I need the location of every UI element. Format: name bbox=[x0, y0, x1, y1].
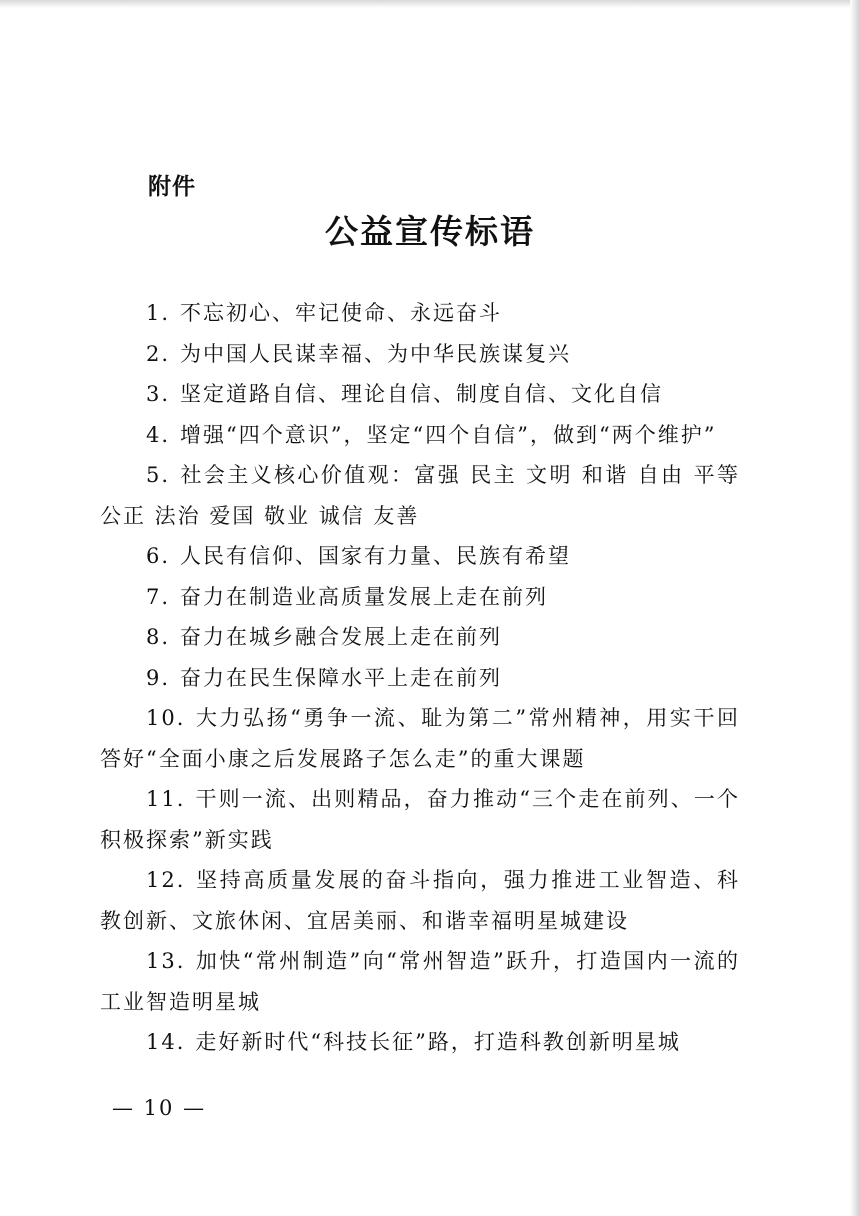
slogan-item bbox=[100, 941, 740, 1022]
slogan-item bbox=[100, 577, 740, 618]
slogan-text: 坚定道路自信、理论自信、制度自信、文化自信 bbox=[180, 382, 664, 406]
slogan-text: 奋力在制造业高质量发展上走在前列 bbox=[180, 584, 549, 609]
slogan-text: 社会主义核心价值观：富强 民主 文明 和谐 自由 平等 公正 法治 爱国 敬业 诚信 友善 bbox=[100, 463, 740, 528]
slogan-number: 12. bbox=[146, 868, 186, 892]
document-title: 公益宣传标语 bbox=[325, 212, 535, 251]
slogan-text: 走好新时代“科技长征”路，打造科教创新明星城 bbox=[195, 1030, 681, 1054]
slogan-text: 人民有信仰、国家有力量、民族有希望 bbox=[180, 544, 572, 568]
slogan-item bbox=[100, 1022, 740, 1063]
slogan-number: 6. bbox=[146, 544, 171, 568]
slogan-number: 14. bbox=[146, 1030, 186, 1054]
slogan-item bbox=[100, 334, 740, 375]
slogan-number: 5. bbox=[146, 463, 171, 487]
slogan-item bbox=[100, 374, 740, 415]
slogan-item bbox=[100, 779, 740, 860]
slogan-list bbox=[100, 293, 740, 1063]
slogan-number: 1. bbox=[146, 301, 171, 325]
slogan-number: 11. bbox=[146, 787, 186, 811]
slogan-number: 7. bbox=[146, 584, 171, 609]
slogan-number: 13. bbox=[146, 949, 186, 973]
slogan-text: 为中国人民谋幸福、为中华民族谋复兴 bbox=[180, 341, 572, 366]
page-number: — 10 — bbox=[112, 1096, 207, 1120]
slogan-text: 不忘初心、牢记使命、永远奋斗 bbox=[180, 301, 503, 325]
slogan-item bbox=[100, 698, 740, 779]
slogan-item bbox=[100, 617, 740, 658]
slogan-item bbox=[100, 658, 740, 699]
attachment-label: 附件 bbox=[148, 174, 196, 200]
slogan-text: 坚持高质量发展的奋斗指向，强力推进工业智造、科教创新、文旅休闲、宜居美丽、和谐幸福明星城建设 bbox=[100, 868, 740, 933]
slogan-text: 干则一流、出则精品，奋力推动“三个走在前列、一个积极探索”新实践 bbox=[100, 787, 740, 852]
slogan-text: 大力弘扬“勇争一流、耻为第二”常州精神，用实干回答好“全面小康之后发展路子怎么走”的重大课题 bbox=[100, 706, 740, 771]
slogan-number: 8. bbox=[146, 625, 171, 649]
slogan-number: 9. bbox=[146, 665, 171, 690]
slogan-number: 3. bbox=[146, 382, 171, 406]
slogan-text: 奋力在城乡融合发展上走在前列 bbox=[180, 625, 503, 649]
slogan-number: 4. bbox=[146, 422, 171, 447]
slogan-text: 加快“常州制造”向“常州智造”跃升，打造国内一流的工业智造明星城 bbox=[100, 949, 740, 1014]
slogan-text: 增强“四个意识”，坚定“四个自信”，做到“两个维护” bbox=[180, 422, 717, 447]
slogan-item bbox=[100, 455, 740, 536]
slogan-item bbox=[100, 860, 740, 941]
slogan-number: 10. bbox=[146, 706, 186, 730]
slogan-item bbox=[100, 415, 740, 456]
slogan-item bbox=[100, 293, 740, 334]
slogan-number: 2. bbox=[146, 341, 171, 366]
slogan-item bbox=[100, 536, 740, 577]
slogan-text: 奋力在民生保障水平上走在前列 bbox=[180, 665, 503, 690]
